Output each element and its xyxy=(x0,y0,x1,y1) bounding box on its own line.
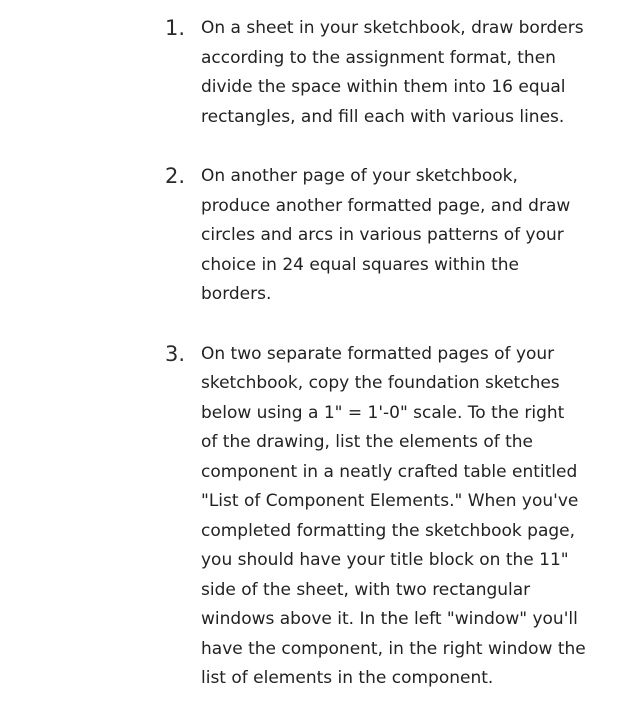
item-text xyxy=(201,340,620,694)
text-line: have the component, in the right window the xyxy=(201,638,586,659)
list-item xyxy=(165,14,620,132)
item-text xyxy=(201,14,620,132)
text-line: completed formatting the sketchbook page, xyxy=(201,520,576,541)
text-line: according to the assignment format, then xyxy=(201,47,556,68)
item-number: 3. xyxy=(165,341,186,366)
instruction-list xyxy=(165,14,620,724)
text-line: circles and arcs in various patterns of your xyxy=(201,225,564,245)
text-line: On a sheet in your sketchbook, draw borders xyxy=(201,18,584,38)
list-item xyxy=(165,162,620,310)
text-line: produce another formatted page, and draw xyxy=(201,195,571,216)
item-text xyxy=(201,162,620,310)
text-line: below using a 1" = 1'-0" scale. To the right xyxy=(201,402,565,423)
text-line: you should have your title block on the 11" xyxy=(201,550,569,570)
text-line: divide the space within them into 16 equal xyxy=(201,77,566,97)
list-item xyxy=(165,340,620,694)
text-line: component in a neatly crafted table entitled xyxy=(201,461,578,482)
text-line: of the drawing, list the elements of the xyxy=(201,432,534,452)
text-line: sketchbook, copy the foundation sketches xyxy=(201,373,560,393)
text-line: On two separate formatted pages of your xyxy=(201,343,555,364)
text-line: "List of Component Elements." When you've xyxy=(201,491,579,511)
text-line: side of the sheet, with two rectangular xyxy=(201,579,531,600)
text-line: rectangles, and fill each with various lines. xyxy=(201,106,565,127)
text-line: choice in 24 equal squares within the xyxy=(201,254,520,275)
item-number: 2. xyxy=(165,164,186,188)
text-line: list of elements in the component. xyxy=(201,668,494,688)
text-line: borders. xyxy=(201,284,272,304)
text-line: On another page of your sketchbook, xyxy=(201,166,518,186)
text-line: windows above it. In the left "window" you'll xyxy=(201,609,578,629)
item-number: 1. xyxy=(165,16,186,40)
